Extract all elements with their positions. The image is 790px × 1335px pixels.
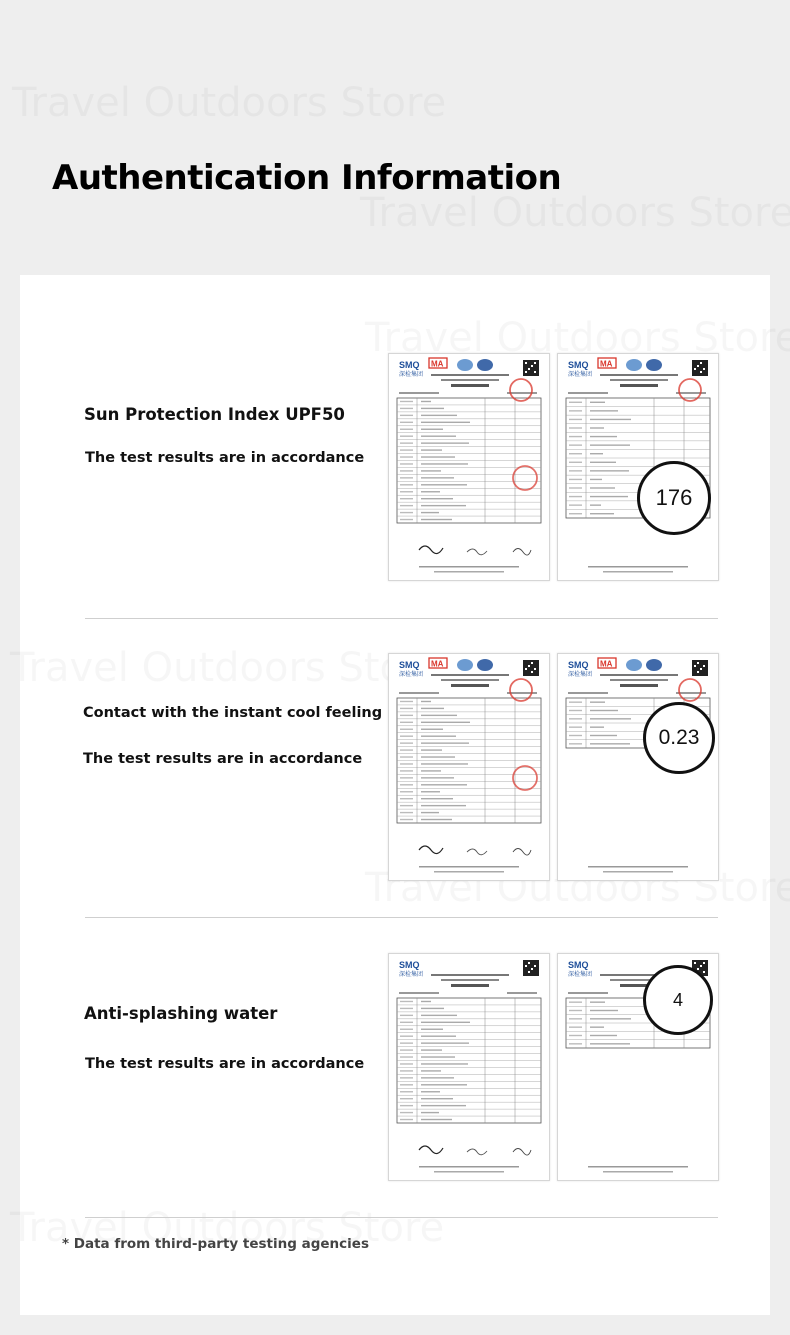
content-panel bbox=[20, 275, 770, 1315]
report-brand-cn: 深检集团 bbox=[568, 971, 593, 978]
report-thumbnail bbox=[389, 354, 549, 580]
section-result-cool-feeling: The test results are in accordance bbox=[83, 751, 363, 767]
report-brand-cn: 深检集团 bbox=[568, 671, 593, 678]
report-brand-cn: 深检集团 bbox=[399, 671, 424, 678]
cma-stamp-logo: MA bbox=[600, 659, 613, 669]
highlight-value-circle: 0.23 bbox=[643, 702, 715, 774]
report-brand-cn: 深检集团 bbox=[568, 371, 593, 378]
report-thumbnail bbox=[389, 954, 549, 1180]
highlight-value-circle: 4 bbox=[643, 965, 713, 1035]
section-divider bbox=[85, 917, 718, 918]
report-brand-logo: SMQ bbox=[399, 360, 420, 370]
section-result-upf: The test results are in accordance bbox=[85, 450, 365, 466]
test-report-document bbox=[388, 353, 550, 581]
watermark bbox=[12, 80, 446, 126]
report-thumbnail bbox=[389, 654, 549, 880]
official-seal bbox=[513, 766, 537, 790]
accreditation-logo bbox=[626, 359, 642, 371]
report-brand-cn: 深检集团 bbox=[399, 971, 424, 978]
accreditation-logo bbox=[626, 659, 642, 671]
report-brand-logo: SMQ bbox=[568, 960, 589, 970]
section-title-anti-splashing: Anti-splashing water bbox=[84, 1004, 278, 1023]
section-result-anti-splashing: The test results are in accordance bbox=[85, 1056, 365, 1072]
page-title: Authentication Information bbox=[52, 158, 562, 198]
highlight-value-circle: 176 bbox=[637, 461, 711, 535]
report-brand-logo: SMQ bbox=[399, 960, 420, 970]
accreditation-logo bbox=[457, 659, 473, 671]
test-report-document bbox=[388, 953, 550, 1181]
report-brand-logo: SMQ bbox=[568, 360, 589, 370]
cnas-logo bbox=[646, 659, 662, 671]
official-seal bbox=[513, 466, 537, 490]
cnas-logo bbox=[646, 359, 662, 371]
cma-stamp-logo: MA bbox=[431, 659, 444, 669]
test-report-document bbox=[388, 653, 550, 881]
watermark bbox=[10, 645, 444, 691]
accreditation-logo bbox=[457, 359, 473, 371]
cma-stamp-logo: MA bbox=[600, 359, 613, 369]
report-brand-logo: SMQ bbox=[568, 660, 589, 670]
section-title-cool-feeling: Contact with the instant cool feeling bbox=[83, 705, 383, 721]
footnote: * Data from third-party testing agencies bbox=[62, 1236, 369, 1252]
report-brand-cn: 深检集团 bbox=[399, 371, 424, 378]
cnas-logo bbox=[477, 359, 493, 371]
section-divider bbox=[85, 1217, 718, 1218]
section-divider bbox=[85, 618, 718, 619]
section-title-upf: Sun Protection Index UPF50 bbox=[84, 405, 345, 424]
report-brand-logo: SMQ bbox=[399, 660, 420, 670]
cma-stamp-logo: MA bbox=[431, 359, 444, 369]
cnas-logo bbox=[477, 659, 493, 671]
